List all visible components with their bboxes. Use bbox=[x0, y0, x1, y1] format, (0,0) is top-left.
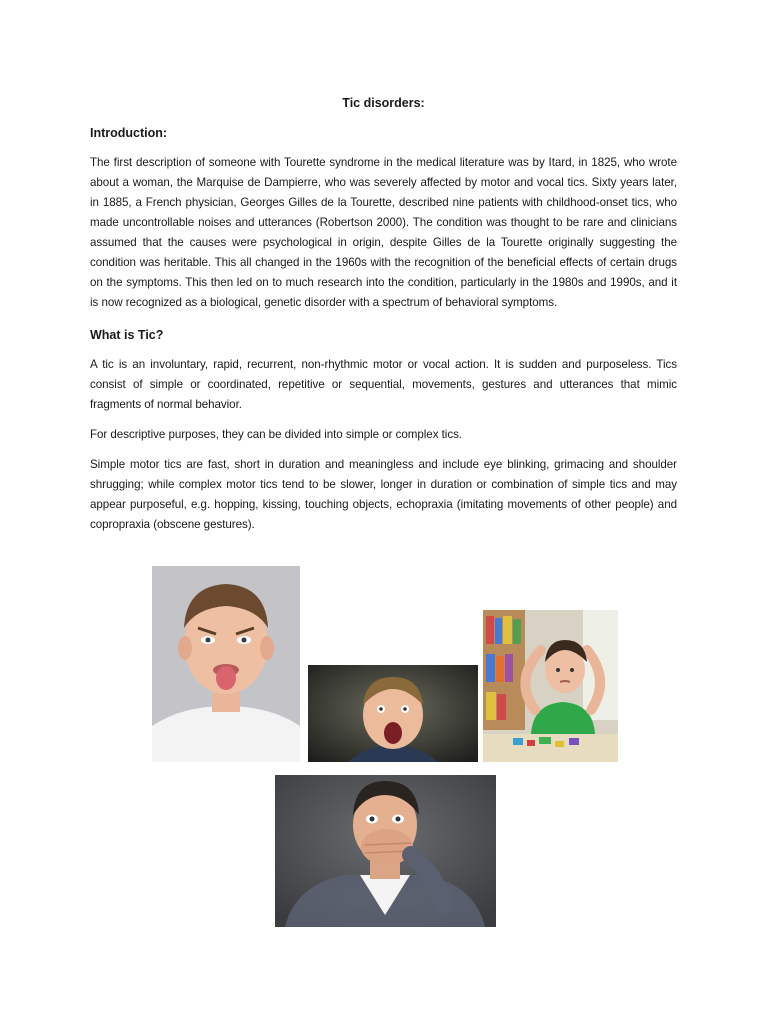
tic-categories-paragraph: For descriptive purposes, they can be divided into simple or complex tics. bbox=[90, 428, 462, 441]
intro-paragraph: The first description of someone with Tourette syndrome in the medical literature was by Itard, in 1825, who wrote about a woman, the Marquise de Dampierre, who was severely affected by motor and vocal tics. Sixty years later, in 1885, a French physician, Georges Gilles de la Tourette, described nine patients with childhood-onset tics, who made uncontrollable noises and utterances (Robertson 2000). The condition was thought to be rare and clinicians assumed that the causes were psychological in origin, despite Gilles de la Tourette originally suggesting the condition was heritable. This all changed in the 1960s with the recognition of the beneficial effects of certain drugs on the symptoms. This then led on to much research into the condition, particularly in the 1980s and 1990s, and it is now recognized as a biological, genetic disorder with a spectrum of behavioral symptoms. bbox=[90, 156, 677, 309]
document-page bbox=[90, 95, 677, 545]
section-heading-introduction: Introduction: bbox=[90, 126, 168, 140]
photo-man-covering-mouth bbox=[275, 775, 496, 927]
tic-definition-paragraph: A tic is an involuntary, rapid, recurrent, non-rhythmic motor or vocal action. It is sudden and purposeless. Tics consist of simple or coordinated, repetitive or sequential, movements, gestures and utterances that mimic fragments of normal behavior. bbox=[90, 358, 677, 411]
photo-boy-hands-on-head bbox=[483, 610, 618, 762]
photo-boy-tongue bbox=[152, 566, 300, 762]
motor-tics-paragraph: Simple motor tics are fast, short in duration and meaningless and include eye blinking, grimacing and shoulder shrugging; while complex motor tics tend to be slower, longer in duration or combination of simple tics and may appear purposeful, e.g. hopping, kissing, touching objects, echopraxia (imitating movements of other people) and copropraxia (obscene gestures). bbox=[90, 458, 677, 531]
photo-boy-screaming bbox=[308, 665, 478, 762]
section-heading-what-is-tic: What is Tic? bbox=[90, 328, 164, 342]
page-title: Tic disorders: bbox=[342, 96, 425, 110]
